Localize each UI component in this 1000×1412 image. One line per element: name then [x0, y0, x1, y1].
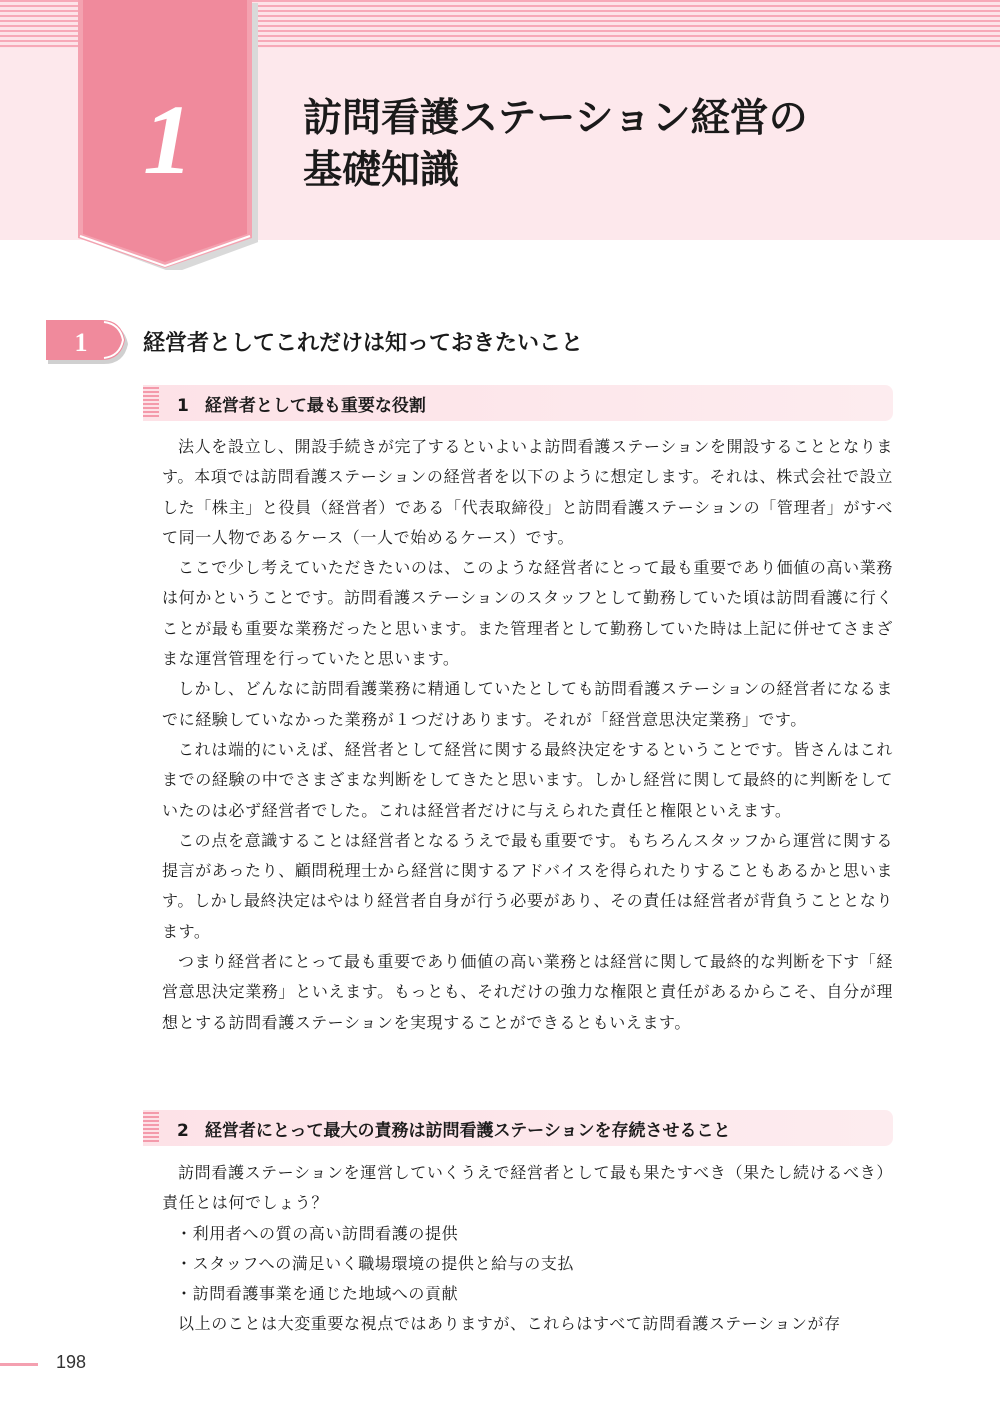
chapter-number: 1 [143, 84, 193, 195]
folio-line-decoration [0, 1363, 38, 1366]
subsection-title: 経営者にとって最大の責務は訪問看護ステーションを存続させること [204, 1121, 731, 1141]
paragraph: つまり経営者にとって最も重要であり価値の高い業務とは経営に関して最終的な判断を下す「経営意思決定業務」といえます。もっとも、それだけの強力な権限と責任があるからこそ、自分が理想とする訪問看護ステーションを実現することができるともいえます。 [162, 952, 893, 1032]
subsection-2-body [162, 1158, 893, 1340]
subsection-heading-2 [143, 1110, 893, 1146]
subsection-grip-decoration [143, 1112, 159, 1144]
list-item: ・利用者への質の高い訪問看護の提供 [176, 1223, 459, 1243]
subsection-title: 経営者として最も重要な役割 [204, 396, 426, 416]
chapter-title [303, 93, 943, 197]
subsection-heading-1 [143, 385, 893, 421]
subsection-grip-decoration [143, 387, 159, 419]
paragraph: 以上のことは大変重要な視点ではありますが、これらはすべて訪問看護ステーションが存 [178, 1314, 841, 1334]
paragraph: ここで少し考えていただきたいのは、このような経営者にとって最も重要であり価値の高い業務は何かということです。訪問看護ステーションのスタッフとして勤務していた頃は訪問看護に行くことが最も重要な業務だったと思います。また管理者として勤務していた時は上記に併せてさまざまな運営管理を行っていたと思います。 [162, 558, 893, 669]
list-item: ・スタッフへの満足いく職場環境の提供と給与の支払 [176, 1253, 575, 1273]
list-item: ・訪問看護事業を通じた地域への貢献 [176, 1284, 459, 1304]
subsection-1-body [162, 432, 893, 1038]
paragraph: これは端的にいえば、経営者として経営に関する最終決定をするということです。皆さんはこれまでの経験の中でさまざまな判断をしてきたと思います。しかし経営に関して最終的に判断をしていたのは必ず経営者でした。これは経営者だけに与えられた責任と権限といえます。 [162, 739, 893, 820]
subsection-number: 1 [177, 396, 189, 416]
paragraph: この点を意識することは経営者となるうえで最も重要です。もちろんスタッフから運営に関する提言があったり、顧問税理士から経営に関するアドバイスを得られたりすることもあるかと思います。しかし最終決定はやはり経営者自身が行う必要があり、その責任は経営者が背負うこととなります。 [162, 830, 893, 941]
subsection-heading-text [177, 1116, 730, 1141]
page-number: 198 [56, 1352, 87, 1372]
chapter-title-line1: 訪問看護ステーション経営の [303, 96, 808, 141]
section-title: 経営者としてこれだけは知っておきたいこと [143, 331, 584, 356]
paragraph: 法人を設立し、開設手続きが完了するといよいよ訪問看護ステーションを開設することとなります。本項では訪問看護ステーションの経営者を以下のように想定します。それは、株式会社で設立した「株主」と役員（経営者）である「代表取締役」と訪問看護ステーションの「管理者」がすべて同一人物であるケース（一人で始めるケース）です。 [162, 437, 893, 547]
subsection-number: 2 [177, 1121, 189, 1141]
section-number: 1 [74, 328, 88, 357]
subsection-heading-text [177, 391, 426, 416]
chapter-title-line2: 基礎知識 [303, 148, 460, 193]
paragraph: 訪問看護ステーションを運営していくうえで経営者として最も果たすべき（果たし続けるべき）責任とは何でしょう？ [162, 1163, 893, 1213]
paragraph: しかし、どんなに訪問看護業務に精通していたとしても訪問看護ステーションの経営者になるまでに経験していなかった業務が１つだけあります。それが「経営意思決定業務」です。 [162, 679, 893, 729]
